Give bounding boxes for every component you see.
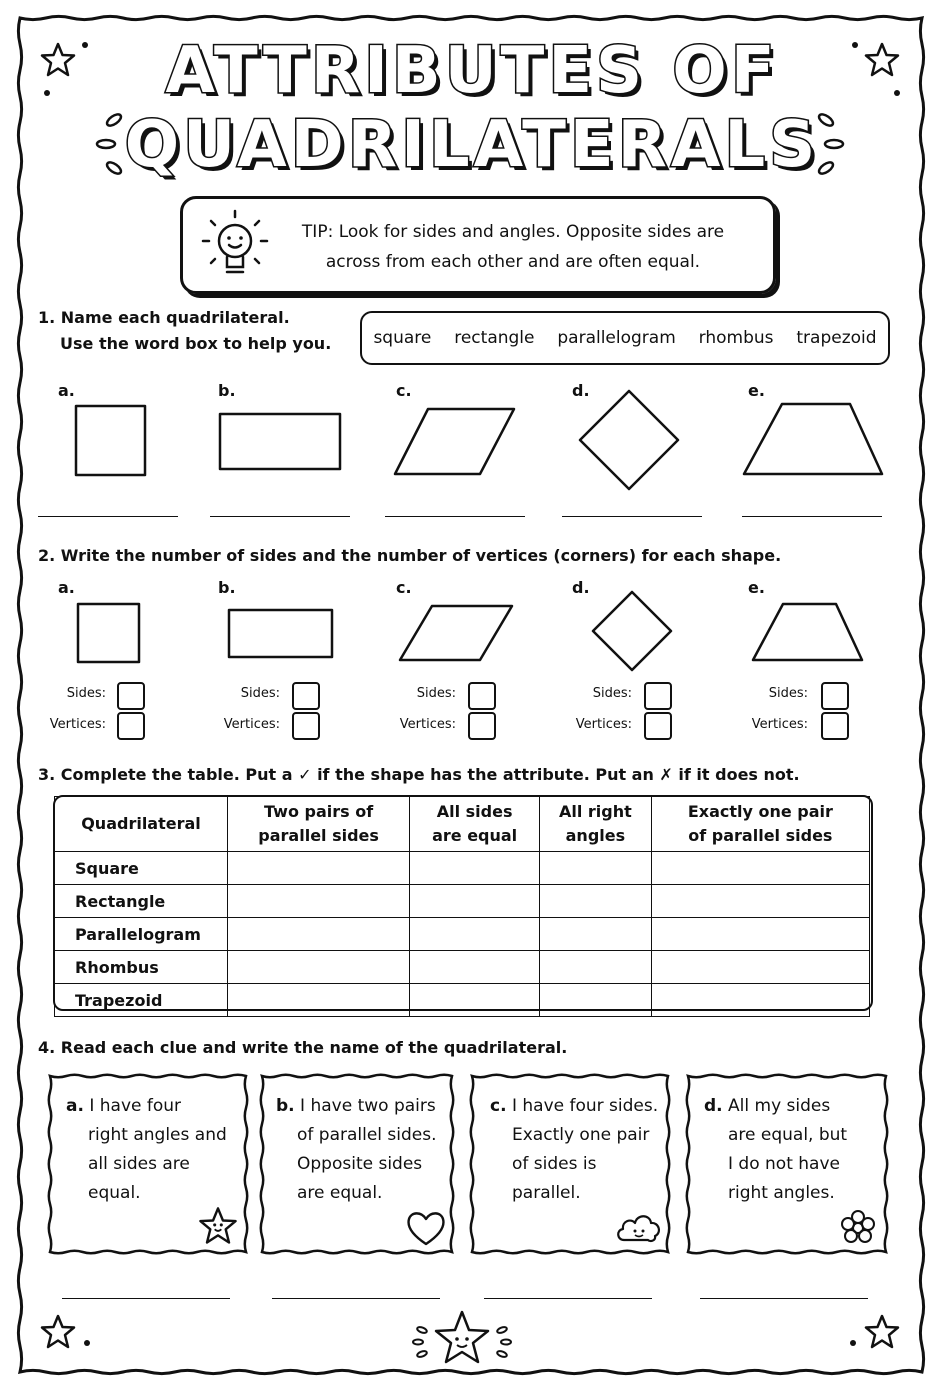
clue-d-line-4: right angles. — [728, 1183, 835, 1203]
table-cell[interactable] — [540, 984, 652, 1017]
clue-b-line-2: of parallel sides. — [297, 1125, 437, 1145]
word-trapezoid: trapezoid — [796, 328, 877, 348]
q4-prompt: 4. Read each clue and write the name of the quadrilateral. — [38, 1038, 568, 1057]
lightbulb-icon — [195, 207, 275, 283]
row-label-rhombus: Rhombus — [55, 951, 228, 984]
header-all-sides-equal: All sides are equal — [410, 797, 540, 852]
smiling-star-icon — [406, 1308, 518, 1374]
header-all-right-angles: All right angles — [540, 797, 652, 852]
vertices-box-d[interactable] — [644, 712, 672, 740]
table-cell[interactable] — [410, 984, 540, 1017]
table-cell[interactable] — [651, 951, 869, 984]
q2-shapes — [0, 588, 944, 674]
vertices-box-c[interactable] — [468, 712, 496, 740]
q1-answer-line-a[interactable] — [38, 516, 178, 517]
clue-b-line-1: I have two pairs — [300, 1096, 436, 1116]
parallelogram-shape — [400, 606, 512, 660]
clue-a-line-2: right angles and — [88, 1125, 227, 1145]
sides-box-e[interactable] — [821, 682, 849, 710]
table-cell[interactable] — [410, 918, 540, 951]
q2-prompt: 2. Write the number of sides and the number of vertices (corners) for each shape. — [38, 546, 782, 565]
row-label-square: Square — [55, 852, 228, 885]
q1-shapes — [0, 380, 944, 500]
clue-a-line-3: all sides are — [88, 1154, 190, 1174]
rhombus-shape — [580, 391, 678, 489]
star-icon — [862, 1312, 902, 1352]
heart-icon — [405, 1208, 447, 1248]
dot-decoration — [84, 1340, 90, 1346]
trapezoid-shape — [753, 604, 862, 660]
table-cell[interactable] — [651, 918, 869, 951]
parallelogram-shape — [395, 409, 514, 474]
table-cell[interactable] — [228, 918, 410, 951]
table-row — [55, 951, 870, 984]
q2-label-b: b. — [218, 578, 236, 597]
q1-answer-line-d[interactable] — [562, 516, 702, 517]
square-shape — [76, 406, 145, 475]
title-line-1: ATTRIBUTES OF — [165, 34, 779, 108]
table-row — [55, 885, 870, 918]
q4-answer-line-b[interactable] — [272, 1298, 440, 1299]
q1-answer-line-c[interactable] — [385, 516, 525, 517]
rhombus-shape — [593, 592, 671, 670]
clue-c-line-2: Exactly one pair — [512, 1125, 650, 1145]
square-shape — [78, 604, 139, 662]
sides-box-b[interactable] — [292, 682, 320, 710]
table-cell[interactable] — [228, 885, 410, 918]
clue-a — [66, 1092, 227, 1208]
word-parallelogram: parallelogram — [557, 328, 676, 348]
clue-c-line-4: parallel. — [512, 1183, 581, 1203]
q1-label-c: c. — [396, 381, 412, 400]
row-label-rectangle: Rectangle — [55, 885, 228, 918]
vertices-label-d: Vertices: — [575, 717, 632, 732]
sides-label-c: Sides: — [416, 686, 456, 701]
tip-text — [293, 217, 733, 277]
q3-prompt: 3. Complete the table. Put a ✓ if the shape has the attribute. Put an ✗ if it does not. — [38, 765, 800, 784]
table-cell[interactable] — [410, 852, 540, 885]
attributes-table — [54, 796, 870, 1017]
clue-d-letter: d. — [704, 1096, 723, 1116]
header-one-pair-parallel: Exactly one pair of parallel sides — [651, 797, 869, 852]
sides-label-d: Sides: — [592, 686, 632, 701]
q1-answer-line-e[interactable] — [742, 516, 882, 517]
q2-label-e: e. — [748, 578, 765, 597]
vertices-label-e: Vertices: — [751, 717, 808, 732]
cloud-icon — [614, 1208, 664, 1246]
clue-a-line-1: I have four — [89, 1096, 182, 1116]
header-quadrilateral: Quadrilateral — [55, 797, 228, 852]
tip-box — [180, 196, 776, 294]
clue-c-line-1: I have four sides. — [511, 1096, 659, 1116]
star-icon — [196, 1204, 240, 1248]
q4-answer-line-a[interactable] — [62, 1298, 230, 1299]
header-two-pairs-parallel: Two pairs of parallel sides — [228, 797, 410, 852]
table-cell[interactable] — [228, 984, 410, 1017]
table-row — [55, 984, 870, 1017]
q1-prompt-line-1: 1. Name each quadrilateral. — [38, 308, 290, 327]
flower-icon — [838, 1208, 878, 1248]
vertices-box-e[interactable] — [821, 712, 849, 740]
clue-b-letter: b. — [276, 1096, 295, 1116]
sides-box-c[interactable] — [468, 682, 496, 710]
table-cell[interactable] — [540, 885, 652, 918]
table-cell[interactable] — [540, 852, 652, 885]
vertices-label-c: Vertices: — [399, 717, 456, 732]
word-rectangle: rectangle — [454, 328, 535, 348]
clue-a-letter: a. — [66, 1096, 84, 1116]
sides-label-e: Sides: — [768, 686, 808, 701]
table-cell[interactable] — [410, 885, 540, 918]
word-box — [360, 311, 890, 365]
table-cell[interactable] — [651, 885, 869, 918]
q4-answer-line-d[interactable] — [700, 1298, 868, 1299]
clue-d-line-3: I do not have — [728, 1154, 840, 1174]
table-cell[interactable] — [228, 951, 410, 984]
table-cell[interactable] — [410, 951, 540, 984]
sides-label-a: Sides: — [66, 686, 106, 701]
vertices-label-a: Vertices: — [49, 717, 106, 732]
clue-c-letter: c. — [490, 1096, 507, 1116]
row-label-trapezoid: Trapezoid — [55, 984, 228, 1017]
clue-d-line-2: are equal, but — [728, 1125, 848, 1145]
trapezoid-shape — [744, 404, 882, 474]
vertices-box-b[interactable] — [292, 712, 320, 740]
clue-d — [704, 1092, 847, 1208]
q1-label-e: e. — [748, 381, 765, 400]
sides-box-d[interactable] — [644, 682, 672, 710]
clue-c-line-3: of sides is — [512, 1154, 597, 1174]
q1-label-a: a. — [58, 381, 75, 400]
q1-prompt-line-2: Use the word box to help you. — [60, 334, 332, 353]
table-row — [55, 918, 870, 951]
tip-line-1: TIP: Look for sides and angles. Opposite sides are — [301, 222, 725, 242]
table-cell[interactable] — [540, 951, 652, 984]
q2-label-a: a. — [58, 578, 75, 597]
vertices-box-a[interactable] — [117, 712, 145, 740]
clue-b — [276, 1092, 437, 1208]
q1-label-d: d. — [572, 381, 590, 400]
clue-b-line-3: Opposite sides — [297, 1154, 423, 1174]
clue-d-line-1: All my sides — [728, 1096, 831, 1116]
rectangle-shape — [229, 610, 332, 657]
rectangle-shape — [220, 414, 340, 469]
q4-answer-line-c[interactable] — [484, 1298, 652, 1299]
q1-answer-line-b[interactable] — [210, 516, 350, 517]
q2-label-d: d. — [572, 578, 590, 597]
clue-c — [490, 1092, 658, 1208]
vertices-label-b: Vertices: — [223, 717, 280, 732]
q2-label-c: c. — [396, 578, 412, 597]
tip-line-2: across from each other and are often equal. — [325, 252, 701, 272]
sides-box-a[interactable] — [117, 682, 145, 710]
sides-label-b: Sides: — [240, 686, 280, 701]
table-cell[interactable] — [651, 984, 869, 1017]
word-square: square — [373, 328, 432, 348]
table-header-row — [55, 797, 870, 852]
word-rhombus: rhombus — [698, 328, 774, 348]
dot-decoration — [850, 1340, 856, 1346]
title-line-2: QUADRILATERALS — [124, 108, 820, 182]
q1-label-b: b. — [218, 381, 236, 400]
table-row — [55, 852, 870, 885]
clue-a-line-4: equal. — [88, 1183, 141, 1203]
table-cell[interactable] — [540, 918, 652, 951]
star-icon — [38, 1312, 78, 1352]
row-label-parallelogram: Parallelogram — [55, 918, 228, 951]
clue-b-line-4: are equal. — [297, 1183, 383, 1203]
table-cell[interactable] — [651, 852, 869, 885]
table-cell[interactable] — [228, 852, 410, 885]
